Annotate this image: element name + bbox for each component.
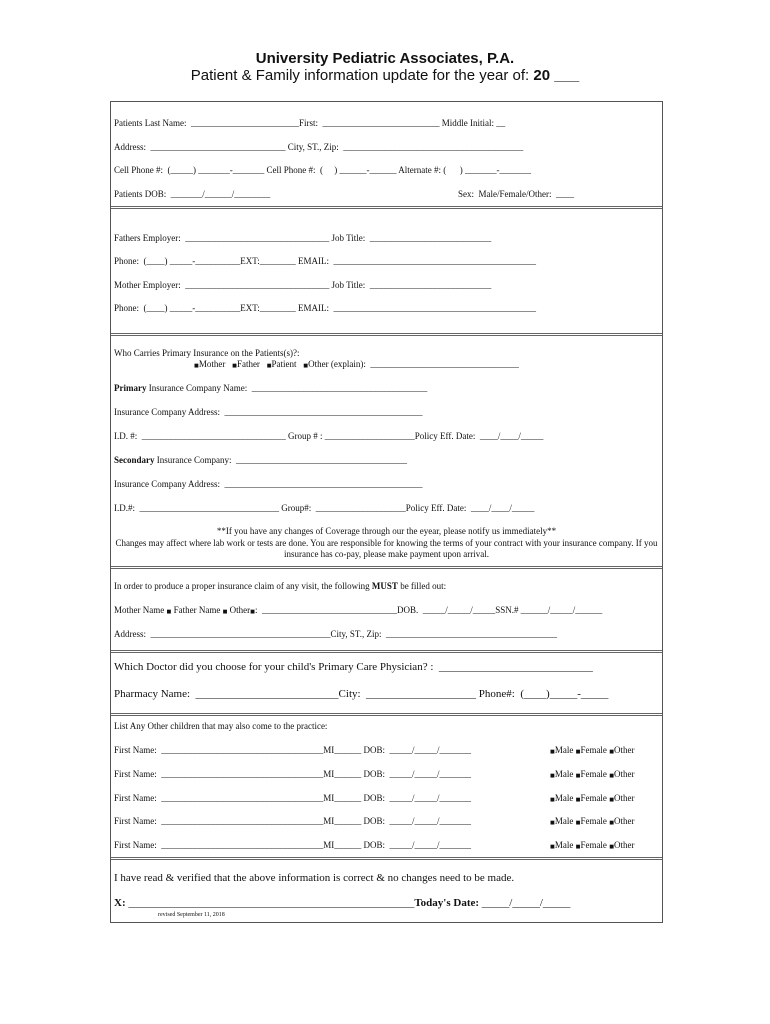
sex-option: Male bbox=[554, 816, 574, 826]
patient-dob-line[interactable]: Patients DOB: _______/______/________ bbox=[114, 189, 271, 199]
father-employer-line[interactable]: Fathers Employer: ________________________________ Job Title: ___________________________ bbox=[114, 233, 492, 243]
section-divider bbox=[111, 713, 662, 716]
mother-phone-line[interactable]: Phone: (____) _____-__________EXT:________ EMAIL: _____________________________________________ bbox=[114, 303, 537, 313]
section-divider bbox=[111, 206, 662, 209]
date-label: Today's Date: bbox=[414, 897, 480, 909]
claim-name-rest: : ______________________________DOB. _____/_____/_____SSN.# ______/_____/______ bbox=[255, 605, 603, 615]
date-blank: _____/_____/_____ bbox=[481, 897, 571, 909]
children-heading: List Any Other children that may also come to the practice: bbox=[114, 721, 328, 731]
secondary-address-line[interactable]: Insurance Company Address: ____________________________________________ bbox=[114, 479, 423, 489]
checkbox-icon[interactable]: ■ bbox=[166, 607, 172, 616]
secondary-insurance-line[interactable] bbox=[114, 455, 407, 466]
doctor-question[interactable]: Which Doctor did you choose for your child's Primary Care Physician? : ____________________________ bbox=[114, 661, 593, 673]
secondary-id-line[interactable]: I.D.#: _______________________________ Group#: ____________________Policy Eff. Date: ____/____/_____ bbox=[114, 503, 535, 513]
child-row[interactable]: First Name: ____________________________________MI______ DOB: _____/_____/_______ bbox=[114, 769, 471, 779]
form-subtitle bbox=[0, 67, 770, 84]
signature-x-label: X: bbox=[114, 897, 126, 909]
sex-option: Male bbox=[554, 840, 574, 850]
claim-address-line[interactable]: Address: ________________________________________City, ST., Zip: ______________________________________ bbox=[114, 629, 557, 639]
sex-option: Female bbox=[580, 816, 607, 826]
checkbox-icon[interactable]: ■ bbox=[609, 842, 615, 851]
patient-address-line[interactable]: Address: ______________________________ City, ST., Zip: ________________________________________ bbox=[114, 142, 524, 152]
sex-option: Female bbox=[580, 840, 607, 850]
primary-address-line[interactable]: Insurance Company Address: ____________________________________________ bbox=[114, 407, 423, 417]
sex-option: Other bbox=[614, 816, 635, 826]
primary-label: Primary bbox=[114, 383, 147, 393]
pharmacy-line[interactable]: Pharmacy Name: __________________________City: ____________________ Phone#: (____)_____-_____ bbox=[114, 688, 609, 700]
checkbox-icon[interactable]: ■ bbox=[575, 818, 581, 827]
secondary-rest: Insurance Company: ______________________________________ bbox=[154, 455, 407, 465]
checkbox-icon[interactable]: ■ bbox=[550, 771, 555, 780]
checkbox-icon: ■ bbox=[232, 361, 237, 370]
checkbox-icon[interactable]: ■ bbox=[550, 795, 555, 804]
child-row[interactable]: First Name: ____________________________________MI______ DOB: _____/_____/_______ bbox=[114, 840, 471, 850]
insurance-options bbox=[194, 359, 519, 371]
primary-id-line[interactable]: I.D. #: ________________________________ Group # : ____________________Policy Eff. Date: ____/____/_____ bbox=[114, 431, 544, 441]
option-label: Other (explain): _________________________________ bbox=[308, 359, 519, 369]
subtitle-year: 20 ___ bbox=[533, 67, 580, 84]
sex-option: Other bbox=[614, 769, 635, 779]
sex-option: Female bbox=[580, 769, 607, 779]
section-divider bbox=[111, 566, 662, 569]
sex-option: Male bbox=[554, 745, 574, 755]
patient-name-line[interactable]: Patients Last Name: ________________________First: __________________________ Middle Initial: __ bbox=[114, 118, 506, 128]
signature-line[interactable] bbox=[114, 897, 570, 910]
checkbox-icon[interactable]: ■ bbox=[550, 747, 555, 756]
claim-intro-must: MUST bbox=[371, 581, 398, 591]
checkbox-icon[interactable]: ■ bbox=[575, 771, 581, 780]
other-label: Other bbox=[229, 605, 251, 615]
sex-option: Other bbox=[614, 793, 635, 803]
patient-cell-line[interactable]: Cell Phone #: (_____) _______-_______ Cell Phone #: ( ) ______-______ Alternate #: ( ) _______-_______ bbox=[114, 165, 531, 175]
mother-employer-line[interactable]: Mother Employer: ________________________________ Job Title: ___________________________ bbox=[114, 280, 492, 290]
sex-option: Other bbox=[614, 840, 635, 850]
checkbox-icon[interactable]: ■ bbox=[609, 747, 615, 756]
checkbox-icon: ■ bbox=[194, 361, 199, 370]
child-sex-options bbox=[550, 816, 635, 828]
option-label: Father bbox=[236, 359, 260, 369]
checkbox-father[interactable] bbox=[232, 359, 260, 369]
father-phone-line[interactable]: Phone: (____) _____-__________EXT:________ EMAIL: _____________________________________________ bbox=[114, 256, 537, 266]
claim-intro-text: In order to produce a proper insurance claim of any visit, the following bbox=[114, 581, 372, 591]
child-sex-options bbox=[550, 769, 635, 781]
option-label: Patient bbox=[271, 359, 297, 369]
checkbox-icon[interactable]: ■ bbox=[609, 818, 615, 827]
checkbox-icon[interactable]: ■ bbox=[575, 747, 581, 756]
checkbox-icon[interactable]: ■ bbox=[250, 607, 255, 616]
section-divider bbox=[111, 857, 662, 860]
checkbox-mother[interactable] bbox=[194, 359, 225, 369]
claim-intro bbox=[114, 581, 446, 592]
sex-option: Other bbox=[614, 745, 635, 755]
sex-option: Female bbox=[580, 745, 607, 755]
checkbox-patient[interactable] bbox=[267, 359, 297, 369]
child-sex-options bbox=[550, 745, 635, 757]
checkbox-icon[interactable]: ■ bbox=[575, 795, 581, 804]
checkbox-icon[interactable]: ■ bbox=[222, 607, 228, 616]
checkbox-icon[interactable]: ■ bbox=[575, 842, 581, 851]
claim-intro-end: be filled out: bbox=[397, 581, 447, 591]
child-row[interactable]: First Name: ____________________________________MI______ DOB: _____/_____/_______ bbox=[114, 745, 471, 755]
patient-sex-line[interactable]: Sex: Male/Female/Other: ____ bbox=[458, 189, 574, 199]
checkbox-icon[interactable]: ■ bbox=[550, 842, 555, 851]
primary-insurance-line[interactable] bbox=[114, 383, 427, 394]
checkbox-icon: ■ bbox=[266, 361, 272, 370]
child-row[interactable]: First Name: ____________________________________MI______ DOB: _____/_____/_______ bbox=[114, 793, 471, 803]
child-sex-options bbox=[550, 793, 635, 805]
claim-name-line[interactable] bbox=[114, 605, 602, 617]
father-name-label: Father Name bbox=[173, 605, 221, 615]
form-title: University Pediatric Associates, P.A. bbox=[255, 50, 515, 67]
sex-option: Female bbox=[580, 793, 607, 803]
option-label: Mother bbox=[198, 359, 226, 369]
checkbox-icon[interactable]: ■ bbox=[550, 818, 555, 827]
copay-note: Changes may affect where lab work or tests are done. You are responsible for knowing the terms of your contract with your insurance company. If you insurance has co-pay, please make payment upon arrival. bbox=[115, 538, 658, 559]
subtitle-text: Patient & Family information update for the year of: bbox=[190, 67, 534, 84]
checkbox-icon[interactable]: ■ bbox=[609, 795, 615, 804]
secondary-label: Secondary bbox=[114, 455, 155, 465]
mother-name-label: Mother Name bbox=[114, 605, 165, 615]
signature-blank: ____________________________________________________ bbox=[128, 897, 415, 909]
child-row[interactable]: First Name: ____________________________________MI______ DOB: _____/_____/_______ bbox=[114, 816, 471, 826]
insurance-who-carries: Who Carries Primary Insurance on the Patients(s)?: bbox=[114, 348, 300, 358]
revised-date: revised September 11, 2018 bbox=[158, 912, 225, 918]
checkbox-icon: ■ bbox=[303, 361, 309, 370]
section-divider bbox=[111, 333, 662, 336]
coverage-note: **If you have any changes of Coverage through our the eyear, please notify us immediately** bbox=[216, 526, 557, 536]
section-divider bbox=[111, 650, 662, 653]
checkbox-other[interactable] bbox=[303, 359, 519, 369]
primary-rest: Insurance Company Name: _______________________________________ bbox=[146, 383, 428, 393]
sex-option: Male bbox=[554, 769, 574, 779]
verification-statement: I have read & verified that the above information is correct & no changes need to be made. bbox=[114, 872, 515, 884]
sex-option: Male bbox=[554, 793, 574, 803]
child-sex-options bbox=[550, 840, 635, 852]
checkbox-icon[interactable]: ■ bbox=[609, 771, 615, 780]
